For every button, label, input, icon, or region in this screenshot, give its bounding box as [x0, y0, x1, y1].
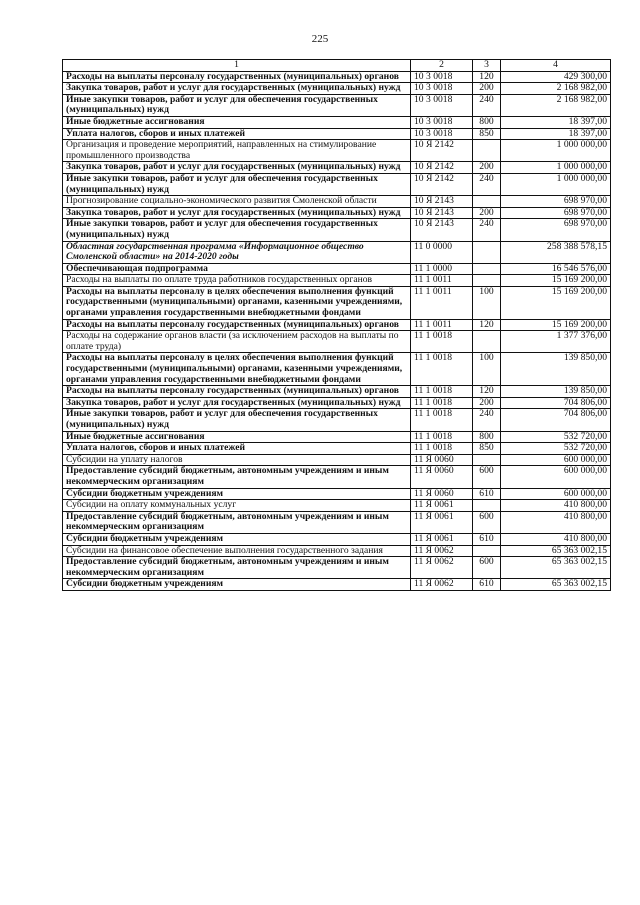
table-row: [63, 500, 611, 512]
row-expense-type-cell: 200: [473, 397, 501, 409]
table-row: [63, 319, 611, 331]
row-amount-cell: 698 970,00: [501, 196, 611, 208]
row-name-cell: Расходы на выплаты персоналу в целях обеспечения выполнения функций государственными (муниципальными) органами, казенными учреждениями, органами управления государственными внебюджетными фондами: [63, 353, 411, 386]
row-expense-type-cell: 100: [473, 286, 501, 319]
table-row: [63, 409, 611, 431]
row-name-cell: Организация и проведение мероприятий, направленных на стимулирование промышленного производства: [63, 140, 411, 162]
table-row: [63, 94, 611, 116]
row-amount-cell: 532 720,00: [501, 443, 611, 455]
row-expense-type-cell: 610: [473, 488, 501, 500]
row-expense-type-cell: 850: [473, 443, 501, 455]
table-row: [63, 128, 611, 140]
row-code-cell: 11 Я 0060: [411, 466, 473, 488]
row-code-cell: 10 Я 2142: [411, 173, 473, 195]
row-amount-cell: 600 000,00: [501, 488, 611, 500]
table-row: [63, 353, 611, 386]
row-name-cell: Расходы на выплаты персоналу государственных (муниципальных) органов: [63, 319, 411, 331]
row-amount-cell: 258 388 578,15: [501, 241, 611, 263]
row-expense-type-cell: 120: [473, 386, 501, 398]
row-name-cell: Закупка товаров, работ и услуг для государственных (муниципальных) нужд: [63, 397, 411, 409]
row-name-cell: Субсидии на оплату коммунальных услуг: [63, 500, 411, 512]
row-name-cell: Иные закупки товаров, работ и услуг для обеспечения государственных (муниципальных) нужд: [63, 219, 411, 241]
row-amount-cell: 532 720,00: [501, 431, 611, 443]
row-expense-type-cell: 200: [473, 83, 501, 95]
row-name-cell: Субсидии на финансовое обеспечение выполнения государственного задания: [63, 545, 411, 557]
row-name-cell: Прогнозирование социально-экономического развития Смоленской области: [63, 196, 411, 208]
row-amount-cell: 1 000 000,00: [501, 173, 611, 195]
row-expense-type-cell: [473, 241, 501, 263]
row-amount-cell: 410 800,00: [501, 533, 611, 545]
row-name-cell: Расходы на выплаты персоналу государственных (муниципальных) органов: [63, 386, 411, 398]
row-expense-type-cell: 120: [473, 319, 501, 331]
row-name-cell: Предоставление субсидий бюджетным, автономным учреждениям и иным некоммерческим организациям: [63, 511, 411, 533]
row-amount-cell: 410 800,00: [501, 500, 611, 512]
row-name-cell: Субсидии бюджетным учреждениям: [63, 533, 411, 545]
row-amount-cell: 600 000,00: [501, 454, 611, 466]
row-name-cell: Иные закупки товаров, работ и услуг для обеспечения государственных (муниципальных) нужд: [63, 94, 411, 116]
row-code-cell: 11 Я 0062: [411, 545, 473, 557]
row-name-cell: Уплата налогов, сборов и иных платежей: [63, 128, 411, 140]
table-row: [63, 241, 611, 263]
row-name-cell: Областная государственная программа «Информационное общество Смоленской области» на 2014-2020 годы: [63, 241, 411, 263]
table-row: [63, 511, 611, 533]
table-row: [63, 533, 611, 545]
row-amount-cell: 704 806,00: [501, 409, 611, 431]
table-row: [63, 196, 611, 208]
row-amount-cell: 698 970,00: [501, 207, 611, 219]
table-row: [63, 431, 611, 443]
row-code-cell: 11 Я 0062: [411, 557, 473, 579]
row-expense-type-cell: 200: [473, 162, 501, 174]
row-amount-cell: 18 397,00: [501, 128, 611, 140]
row-code-cell: 10 3 0018: [411, 83, 473, 95]
row-code-cell: 11 1 0011: [411, 319, 473, 331]
row-expense-type-cell: 800: [473, 431, 501, 443]
row-code-cell: 10 Я 2142: [411, 162, 473, 174]
row-expense-type-cell: 600: [473, 466, 501, 488]
row-name-cell: Расходы на выплаты персоналу в целях обеспечения выполнения функций государственными (муниципальными) органами, казенными учреждениями, органами управления государственными внебюджетными фондами: [63, 286, 411, 319]
row-expense-type-cell: [473, 331, 501, 353]
table-row: [63, 83, 611, 95]
table-row: [63, 162, 611, 174]
column-header-3: 3: [473, 60, 501, 72]
row-amount-cell: 429 300,00: [501, 71, 611, 83]
table-row: [63, 71, 611, 83]
budget-table: [62, 59, 611, 591]
table-row: [63, 331, 611, 353]
table-row: [63, 454, 611, 466]
row-expense-type-cell: 800: [473, 116, 501, 128]
row-code-cell: 10 Я 2142: [411, 140, 473, 162]
row-expense-type-cell: 240: [473, 94, 501, 116]
row-amount-cell: 65 363 002,15: [501, 579, 611, 591]
row-expense-type-cell: [473, 275, 501, 287]
row-expense-type-cell: 120: [473, 71, 501, 83]
row-code-cell: 11 1 0018: [411, 443, 473, 455]
row-name-cell: Предоставление субсидий бюджетным, автономным учреждениям и иным некоммерческим организациям: [63, 466, 411, 488]
table-row: [63, 545, 611, 557]
row-expense-type-cell: [473, 263, 501, 275]
row-amount-cell: 1 377 376,00: [501, 331, 611, 353]
row-name-cell: Обеспечивающая подпрограмма: [63, 263, 411, 275]
column-header-4: 4: [501, 60, 611, 72]
row-amount-cell: 16 546 576,00: [501, 263, 611, 275]
row-code-cell: 10 3 0018: [411, 71, 473, 83]
row-name-cell: Закупка товаров, работ и услуг для государственных (муниципальных) нужд: [63, 207, 411, 219]
row-code-cell: 10 3 0018: [411, 128, 473, 140]
column-header-2: 2: [411, 60, 473, 72]
row-code-cell: 10 Я 2143: [411, 207, 473, 219]
row-amount-cell: 15 169 200,00: [501, 319, 611, 331]
row-amount-cell: 65 363 002,15: [501, 545, 611, 557]
row-code-cell: 11 0 0000: [411, 241, 473, 263]
budget-table-body: [63, 60, 611, 591]
row-expense-type-cell: 200: [473, 207, 501, 219]
row-name-cell: Предоставление субсидий бюджетным, автономным учреждениям и иным некоммерческим организациям: [63, 557, 411, 579]
row-name-cell: Расходы на выплаты по оплате труда работников государственных органов: [63, 275, 411, 287]
row-code-cell: 11 1 0018: [411, 353, 473, 386]
row-name-cell: Субсидии на уплату налогов: [63, 454, 411, 466]
row-name-cell: Иные закупки товаров, работ и услуг для обеспечения государственных (муниципальных) нужд: [63, 409, 411, 431]
table-row: [63, 488, 611, 500]
row-expense-type-cell: 600: [473, 511, 501, 533]
row-code-cell: 11 1 0018: [411, 397, 473, 409]
row-code-cell: 10 3 0018: [411, 116, 473, 128]
page-number: 225: [311, 33, 329, 45]
row-code-cell: 10 Я 2143: [411, 219, 473, 241]
row-code-cell: 11 Я 0060: [411, 454, 473, 466]
row-expense-type-cell: 600: [473, 557, 501, 579]
row-code-cell: 11 Я 0062: [411, 579, 473, 591]
table-row: [63, 140, 611, 162]
table-row: [63, 466, 611, 488]
row-expense-type-cell: [473, 545, 501, 557]
table-row: [63, 397, 611, 409]
row-code-cell: 11 Я 0061: [411, 511, 473, 533]
row-amount-cell: 15 169 200,00: [501, 286, 611, 319]
column-header-1: 1: [63, 60, 411, 72]
table-row: [63, 557, 611, 579]
row-code-cell: 11 1 0018: [411, 431, 473, 443]
row-code-cell: 11 1 0018: [411, 409, 473, 431]
row-amount-cell: 410 800,00: [501, 511, 611, 533]
row-amount-cell: 1 000 000,00: [501, 140, 611, 162]
row-expense-type-cell: 240: [473, 409, 501, 431]
row-amount-cell: 600 000,00: [501, 466, 611, 488]
table-row: [63, 386, 611, 398]
row-code-cell: 11 1 0011: [411, 286, 473, 319]
row-code-cell: 11 1 0011: [411, 275, 473, 287]
row-expense-type-cell: [473, 500, 501, 512]
row-amount-cell: 698 970,00: [501, 219, 611, 241]
row-expense-type-cell: [473, 140, 501, 162]
table-row: [63, 275, 611, 287]
row-amount-cell: 18 397,00: [501, 116, 611, 128]
row-code-cell: 11 Я 0061: [411, 500, 473, 512]
row-expense-type-cell: 100: [473, 353, 501, 386]
table-row: [63, 219, 611, 241]
row-code-cell: 11 Я 0060: [411, 488, 473, 500]
row-amount-cell: 65 363 002,15: [501, 557, 611, 579]
table-row: [63, 443, 611, 455]
table-row: [63, 286, 611, 319]
row-name-cell: Закупка товаров, работ и услуг для государственных (муниципальных) нужд: [63, 162, 411, 174]
row-expense-type-cell: 610: [473, 533, 501, 545]
row-amount-cell: 139 850,00: [501, 353, 611, 386]
row-code-cell: 10 Я 2143: [411, 196, 473, 208]
row-name-cell: Субсидии бюджетным учреждениям: [63, 488, 411, 500]
table-row: [63, 579, 611, 591]
table-row: [63, 116, 611, 128]
row-amount-cell: 2 168 982,00: [501, 94, 611, 116]
row-expense-type-cell: 610: [473, 579, 501, 591]
row-code-cell: 11 1 0000: [411, 263, 473, 275]
row-name-cell: Иные закупки товаров, работ и услуг для обеспечения государственных (муниципальных) нужд: [63, 173, 411, 195]
row-name-cell: Закупка товаров, работ и услуг для государственных (муниципальных) нужд: [63, 83, 411, 95]
row-name-cell: Иные бюджетные ассигнования: [63, 116, 411, 128]
row-expense-type-cell: 240: [473, 173, 501, 195]
row-code-cell: 10 3 0018: [411, 94, 473, 116]
table-row: [63, 173, 611, 195]
table-row: [63, 207, 611, 219]
row-name-cell: Уплата налогов, сборов и иных платежей: [63, 443, 411, 455]
row-code-cell: 11 1 0018: [411, 386, 473, 398]
row-code-cell: 11 Я 0061: [411, 533, 473, 545]
row-expense-type-cell: [473, 196, 501, 208]
row-code-cell: 11 1 0018: [411, 331, 473, 353]
row-name-cell: Расходы на выплаты персоналу государственных (муниципальных) органов: [63, 71, 411, 83]
row-amount-cell: 1 000 000,00: [501, 162, 611, 174]
row-amount-cell: 704 806,00: [501, 397, 611, 409]
row-name-cell: Расходы на содержание органов власти (за исключением расходов на выплаты по оплате труда): [63, 331, 411, 353]
row-expense-type-cell: 850: [473, 128, 501, 140]
row-expense-type-cell: 240: [473, 219, 501, 241]
row-expense-type-cell: [473, 454, 501, 466]
row-name-cell: Субсидии бюджетным учреждениям: [63, 579, 411, 591]
row-amount-cell: 139 850,00: [501, 386, 611, 398]
table-row: [63, 263, 611, 275]
row-name-cell: Иные бюджетные ассигнования: [63, 431, 411, 443]
row-amount-cell: 15 169 200,00: [501, 275, 611, 287]
row-amount-cell: 2 168 982,00: [501, 83, 611, 95]
table-header-row: [63, 60, 611, 72]
